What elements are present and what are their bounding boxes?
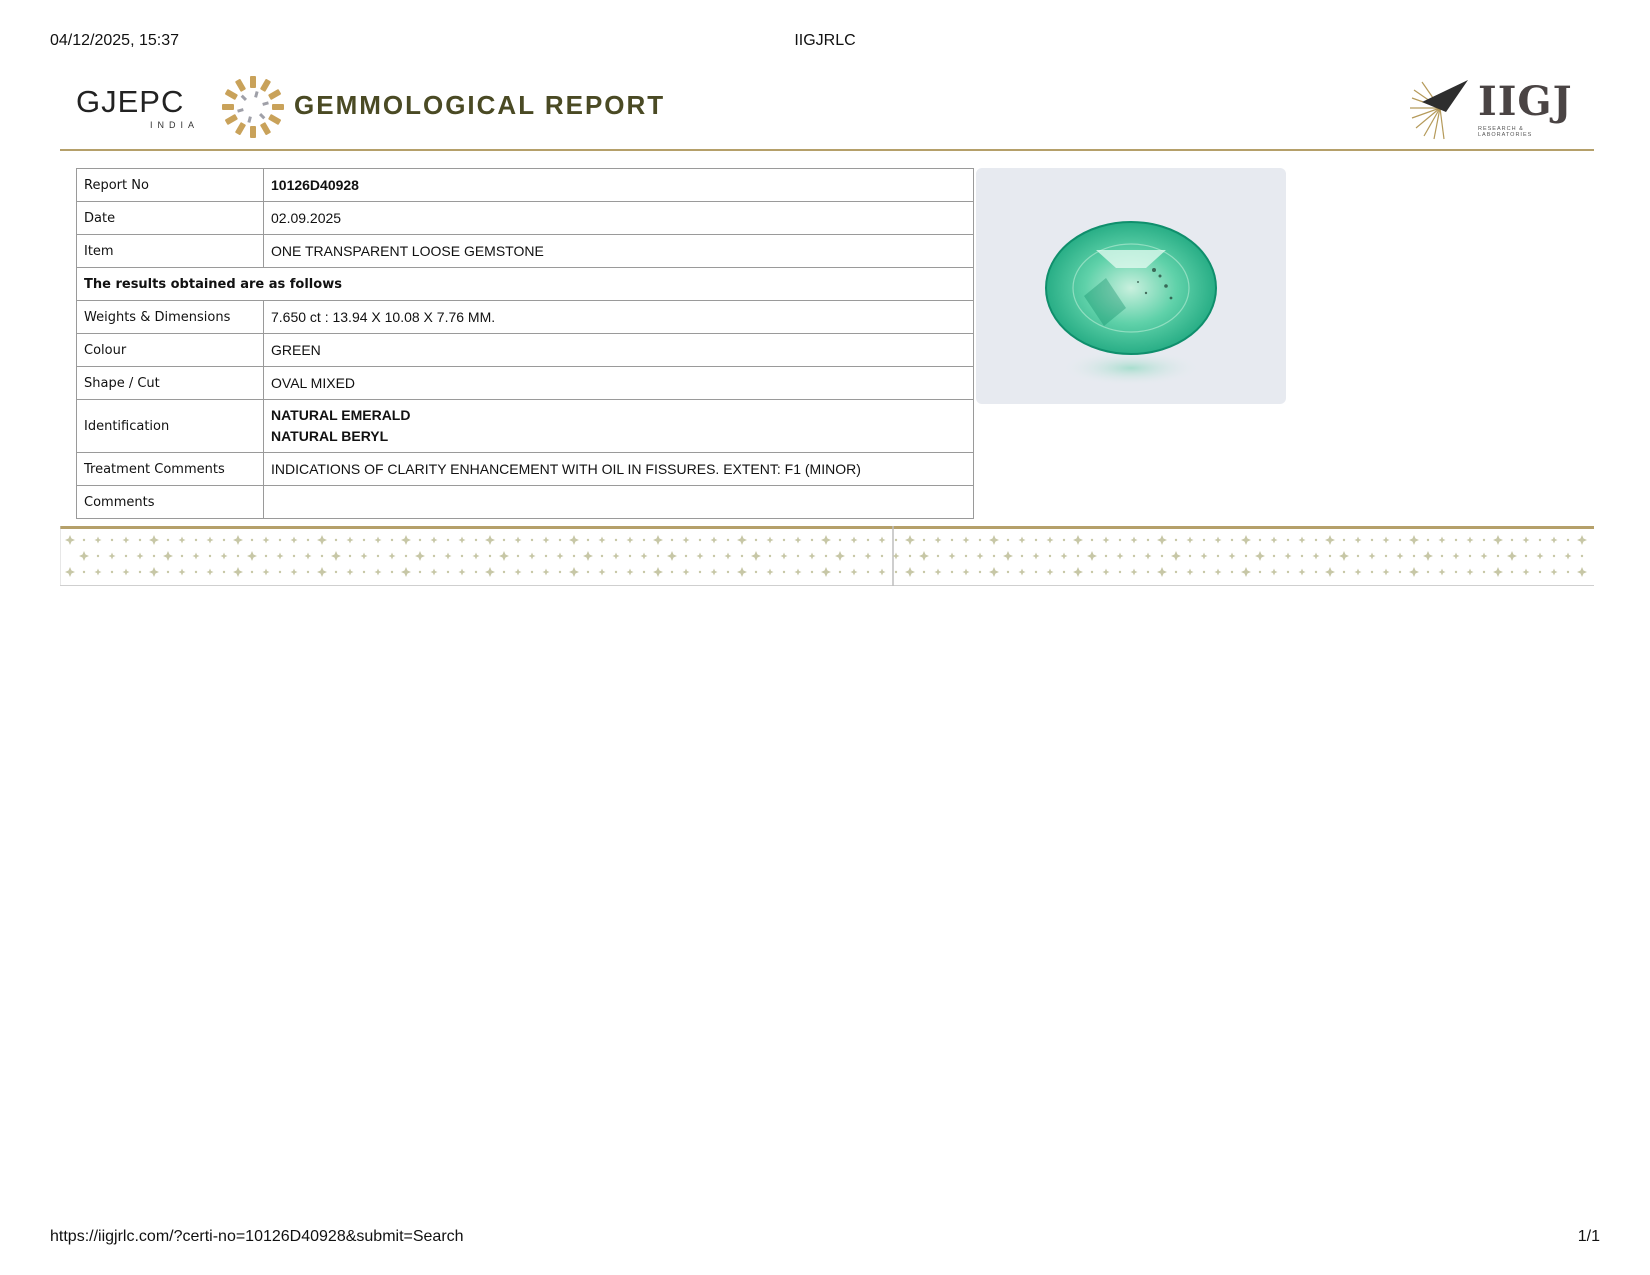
table-row [77,453,974,486]
identification-line: NATURAL EMERALD [271,407,411,423]
table-row [77,334,974,367]
item-value: ONE TRANSPARENT LOOSE GEMSTONE [264,235,974,268]
decorative-star-pattern [60,526,1594,586]
identification-line: NATURAL BERYL [271,428,389,444]
iigj-logo-subtitle: RESEARCH & LABORATORIES [1478,126,1533,138]
weights-value: 7.650 ct : 13.94 X 10.08 X 7.76 MM. [264,301,974,334]
gjepc-logo-text: GJEPC [76,84,185,119]
table-row [77,235,974,268]
gjepc-sun-icon [220,74,286,140]
identification-value [264,400,974,453]
table-row [77,400,974,453]
print-page-title: IIGJRLC [794,32,856,49]
identification-label: Identification [77,400,264,453]
comments-label: Comments [77,486,264,519]
table-row [77,268,974,301]
report-header [60,64,1594,150]
colour-label: Colour [77,334,264,367]
item-label: Item [77,235,264,268]
table-row [77,169,974,202]
shape-value: OVAL MIXED [264,367,974,400]
gjepc-logo-subtitle: INDIA [150,120,200,130]
table-row [77,202,974,235]
print-header [50,32,1600,52]
report-no-label: Report No [77,169,264,202]
starburst-icon [1406,72,1476,142]
emerald-gem-icon [976,168,1286,404]
iigj-logo-text: IIGJ [1478,78,1573,125]
table-row [77,301,974,334]
weights-label: Weights & Dimensions [77,301,264,334]
treatment-label: Treatment Comments [77,453,264,486]
gjepc-logo [76,72,286,142]
print-page-number: 1/1 [1577,1228,1600,1245]
report-title: GEMMOLOGICAL REPORT [294,90,666,120]
colour-value: GREEN [264,334,974,367]
results-heading: The results obtained are as follows [77,268,974,301]
header-divider [60,149,1594,151]
gemstone-photo [976,168,1286,404]
iigj-logo [1406,68,1576,144]
report-no-value: 10126D40928 [264,169,974,202]
print-footer [50,1228,1600,1248]
report-table [76,168,974,519]
print-timestamp: 04/12/2025, 15:37 [50,32,180,49]
comments-value [264,486,974,519]
table-row [77,486,974,519]
date-label: Date [77,202,264,235]
shape-label: Shape / Cut [77,367,264,400]
table-row [77,367,974,400]
date-value: 02.09.2025 [264,202,974,235]
print-url: https://iigjrlc.com/?certi-no=10126D40928&submit=Search [50,1228,464,1245]
treatment-value: INDICATIONS OF CLARITY ENHANCEMENT WITH OIL IN FISSURES. EXTENT: F1 (MINOR) [264,453,974,486]
